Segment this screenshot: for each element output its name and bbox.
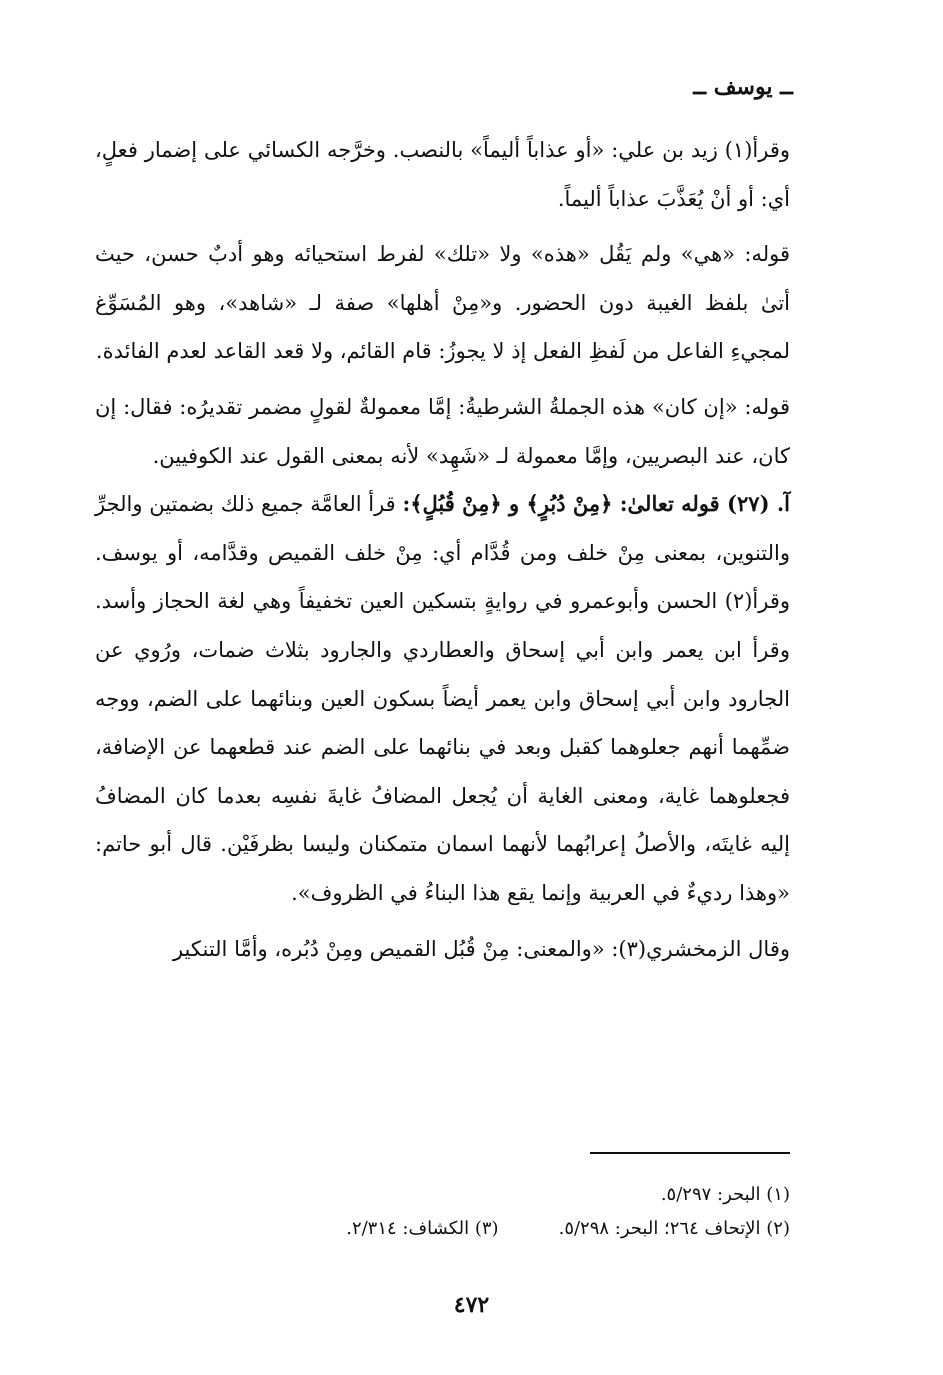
- footnote-divider: [590, 1152, 790, 1154]
- paragraph: وقال الزمخشري(٣): «والمعنى: مِنْ قُبُل القميص ومِنْ دُبُره، وأمَّا التنكير: [172, 936, 790, 961]
- running-head: ــ يوسف ــ: [693, 74, 793, 100]
- paragraph: قوله: «إن كان» هذه الجملةُ الشرطيةُ: إمَّا معمولةٌ لقولٍ مضمر تقديرُه: فقال: إن كان، عند البصريين، وإمَّا معمولة لـ «شَهِد» لأنه بمعنى القول عند الكوفيين.: [95, 394, 790, 468]
- footnote: (٣) الكشاف: ٢/٣١٤.: [346, 1218, 499, 1239]
- footnotes: [95, 1178, 790, 1246]
- paragraph: وقرأ(١) زيد بن علي: «أو عذاباً أليماً» بالنصب. وخرَّجه الكسائي على إضمار فعلٍ، أي: أو أنْ يُعَذَّبَ عذاباً أليماً.: [95, 138, 790, 211]
- paragraph: قوله: «هي» ولم يَقُل «هذه» ولا «تلك» لفرط استحيائه وهو أدبٌ حسن، حيث أتىٰ بلفظ الغيبة دون الحضور. و«مِنْ أهلها» صفة لـ «شاهد»، وهو المُسَوِّغ لمجيءِ الفاعل من لَفظِ الفعل إذ لا يجوزُ: قام القائم، ولا قعد القاعد لعدم الفائدة.: [95, 242, 790, 364]
- page-number: ٤٧٢: [453, 1292, 490, 1318]
- body-text: [95, 126, 790, 973]
- verse-commentary: قرأ العامَّة جميع ذلك بضمتين والجرِّ والتنوين، بمعنى مِنْ خلف ومن قُدَّام أي: مِنْ خلف القميص وقدَّامه، أو يوسف. وقرأ(٢) الحسن وأبوعمرو في روايةٍ بتسكين العين تخفيفاً وهي لغة الحجاز وأسد. وقرأ ابن يعمر وابن أبي إسحاق والعطاردي والجارود بثلاث ضمات، ورُوي عن الجارود وابن أبي إسحاق وابن يعمر أيضاً بسكون العين وبنائهما على الضم، ووجه ضمِّهما أنهم جعلوهما كقبل وبعد في بنائهما على الضم عند قطعهما عن الإضافة، فجعلوهما غاية، ومعنى الغاية أن يُجعل المضافُ غايةَ نفسِه بعدما كان المضافُ إليه غايتَه، والأصلُ إعرابُهما لأنهما اسمان متمكنان وليسا بظرفَيْن. قال أبو حاتم: «وهذا رديءٌ في العربية وإنما يقع هذا البناءُ في الظروف».: [95, 492, 790, 905]
- footnote: (٢) الإتحاف ٢٦٤؛ البحر: ٥/٢٩٨.: [558, 1218, 790, 1239]
- footnote-line: [95, 1212, 790, 1246]
- verse-paragraph: [95, 480, 790, 917]
- verse-heading: آ. (٢٧) قوله تعالىٰ: ﴿مِنْ دُبُرٍ﴾ و ﴿مِنْ قُبُلٍ﴾:: [402, 491, 790, 517]
- footnote: (١) البحر: ٥/٢٩٧.: [660, 1184, 790, 1205]
